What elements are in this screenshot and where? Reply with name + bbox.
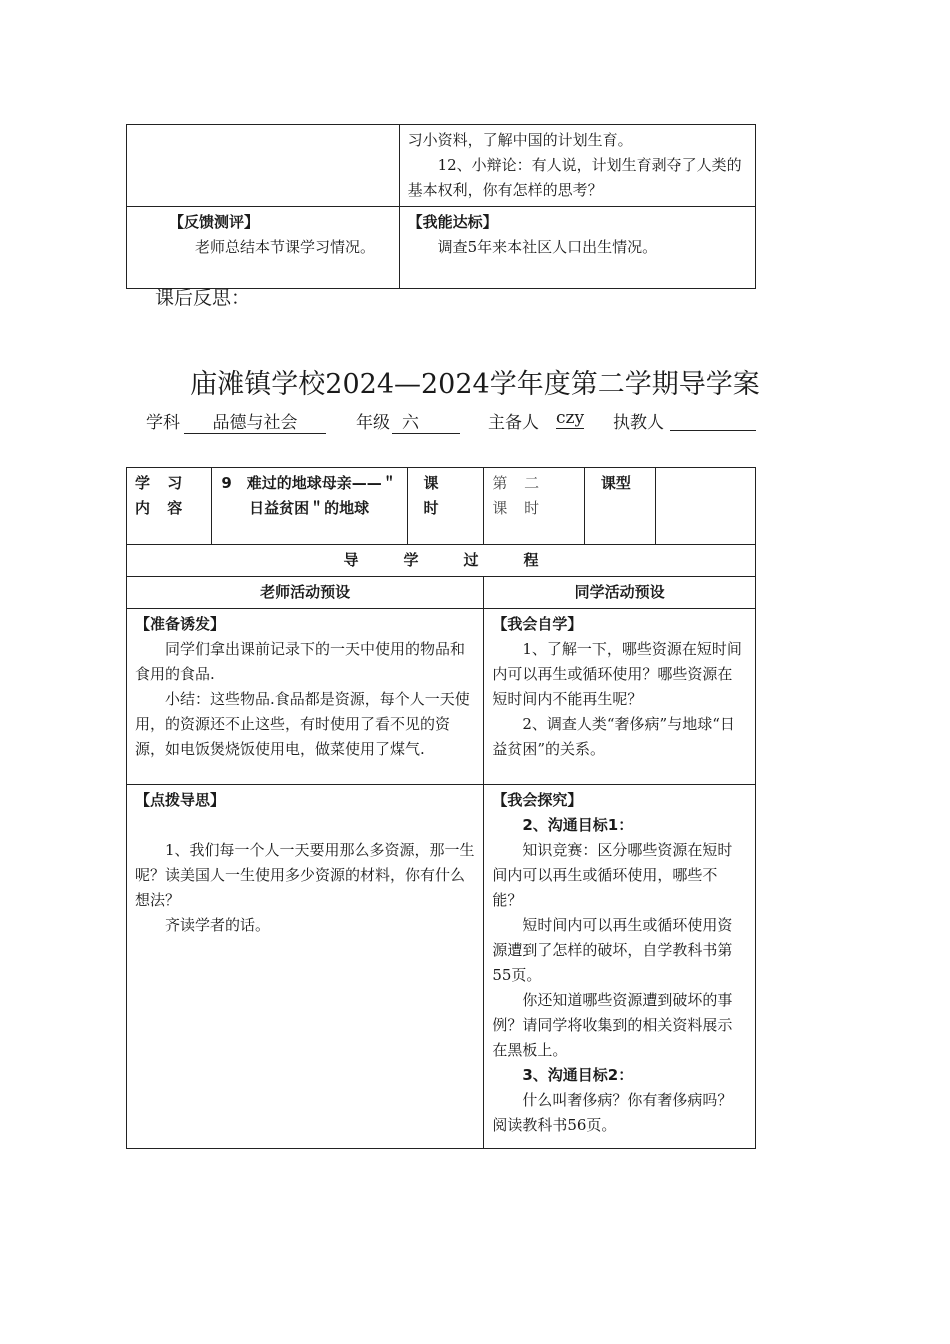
- guide-heading: 【点拨导思】: [135, 791, 226, 809]
- process-heading: 导 学 过 程: [343, 551, 539, 569]
- guide-item-2: 齐读学者的话。: [165, 916, 271, 934]
- debate-text: 12、小辩论：有人说，计划生育剥夺了人类的基本权利，你有怎样的思考？: [407, 156, 742, 199]
- prepare-heading: 【准备诱发】: [135, 615, 226, 633]
- feedback-heading: 【反馈测评】: [169, 213, 260, 231]
- grade-text: 六: [402, 413, 419, 433]
- content-value-cell: [211, 468, 407, 545]
- goal-1-heading: 2、沟通目标1：: [522, 816, 634, 834]
- period-label-cell: [407, 468, 484, 545]
- lesson-title: 9 难过的地球母亲——＂日益贫困＂的地球: [221, 474, 397, 517]
- content-label-cell: [127, 468, 212, 545]
- student-column-title: 同学活动预设: [574, 583, 665, 601]
- after-class-reflection: 课后反思：: [155, 287, 251, 309]
- feedback-text: 老师总结本节课学习情况。: [195, 238, 376, 256]
- empty-cell: [127, 125, 400, 207]
- selfstudy-item-2: 2、调查人类“奢侈病”与地球“日益贫困”的关系。: [492, 715, 735, 758]
- explore-heading: 【我会探究】: [492, 791, 583, 809]
- teacher-column-header: [127, 577, 484, 609]
- target-heading: 【我能达标】: [407, 213, 498, 231]
- teacher-column-title: 老师活动预设: [260, 583, 351, 601]
- guide-item-1: 1、我们每一个人一天要用那么多资源，那一生呢？读美国人一生使用多少资源的材料，你有什么想法？: [135, 841, 475, 909]
- goal-2-text-1: 什么叫奢侈病？你有奢侈病吗？阅读教科书56页。: [492, 1091, 733, 1134]
- goal-2-heading: 3、沟通目标2：: [522, 1066, 634, 1084]
- goal-1-text-1: 知识竞赛：区分哪些资源在短时间内可以再生或循环使用，哪些不能？: [492, 841, 733, 909]
- text-line: 习小资料，了解中国的计划生育。: [407, 131, 633, 149]
- target-text: 调查5年来本社区人口出生情况。: [437, 238, 658, 256]
- preparer-label: 主备人: [488, 413, 539, 433]
- selfstudy-heading: 【我会自学】: [492, 615, 583, 633]
- teacher-label: 执教人: [613, 413, 664, 433]
- subject-label: 学科: [146, 413, 180, 433]
- period-value: 第 二 课 时: [492, 474, 546, 517]
- teacher-block-prepare: [127, 609, 484, 785]
- summary-text: 小结：这些物品.食品都是资源，每个人一天使用，的资源还不止这些，有时使用了看不见的资源，如电饭煲烧饭使用电，做菜使用了煤气.: [135, 690, 470, 758]
- blank-line: [135, 813, 475, 838]
- page-title: 庙滩镇学校2024—2024学年度第二学期导学案: [190, 369, 760, 400]
- lesson-plan-table: [126, 467, 756, 1149]
- teacher-block-guide: [127, 785, 484, 1149]
- activity-cell: [399, 125, 755, 207]
- continuation-table: [126, 124, 756, 289]
- grade-label: 年级: [356, 413, 390, 433]
- period-label: 课 时: [423, 474, 447, 517]
- selfstudy-item-1: 1、了解一下，哪些资源在短时间内可以再生或循环使用？哪些资源在短时间内不能再生呢？: [492, 640, 742, 708]
- prepare-text: 同学们拿出课前记录下的一天中使用的物品和食用的食品.: [135, 640, 466, 683]
- student-block-explore: [484, 785, 756, 1149]
- content-label: 学 习 内 容: [135, 474, 189, 517]
- period-value-cell: [484, 468, 585, 545]
- process-heading-cell: [127, 545, 756, 577]
- type-label: 课型: [600, 474, 631, 492]
- teacher-value: [670, 408, 756, 431]
- student-block-selfstudy: [484, 609, 756, 785]
- subject-value: 品德与社会: [184, 408, 326, 434]
- type-label-cell: [584, 468, 655, 545]
- preparer-value: czy: [556, 408, 585, 428]
- grade-value: [392, 408, 460, 434]
- feedback-cell: [127, 207, 400, 289]
- goal-1-text-3: 你还知道哪些资源遭到破坏的事例？请同学将收集到的相关资料展示在黑板上。: [492, 991, 733, 1059]
- target-cell: [399, 207, 755, 289]
- student-column-header: [484, 577, 756, 609]
- goal-1-text-2: 短时间内可以再生或循环使用资源遭到了怎样的破坏，自学教科书第55页。: [492, 916, 733, 984]
- type-value-cell: [655, 468, 755, 545]
